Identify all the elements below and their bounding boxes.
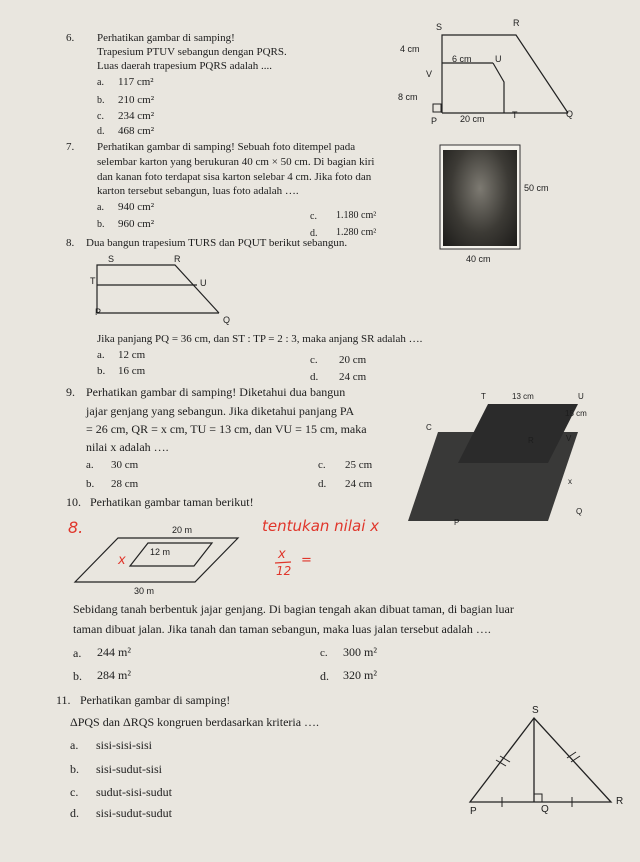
q6-option-c[interactable]: 234 cm² xyxy=(118,110,154,122)
q9-option-c[interactable]: 25 cm xyxy=(345,459,373,471)
q8-number: 8. xyxy=(66,237,75,249)
q9-option-a[interactable]: 30 cm xyxy=(111,459,139,471)
q6-label-T: T xyxy=(512,110,518,120)
q10-handwritten-mark: 8. xyxy=(68,518,84,537)
q9-option-d[interactable]: 24 cm xyxy=(345,478,373,490)
q11-option-a-letter: a. xyxy=(70,738,79,752)
q10-handwritten-fraction-numerator: x xyxy=(278,547,286,562)
q10-label-30m: 30 m xyxy=(134,586,155,596)
q9-option-b[interactable]: 28 cm xyxy=(111,478,139,490)
q6-label-S: S xyxy=(436,22,443,32)
q10-number: 10. xyxy=(66,495,81,509)
q6-label-4cm: 4 cm xyxy=(400,44,420,54)
q6-label-Q: Q xyxy=(566,109,574,119)
q6-line3: Luas daerah trapesium PQRS adalah .... xyxy=(97,60,273,72)
q7-option-a-letter: a. xyxy=(97,202,104,213)
q11-option-b-letter: b. xyxy=(70,762,79,776)
q6-option-d-letter: d. xyxy=(97,126,105,137)
q9-label-x: x xyxy=(568,477,572,486)
q10-option-c[interactable]: 300 m² xyxy=(343,645,377,659)
q8-label-U: U xyxy=(200,278,207,288)
q8-option-c-letter: c. xyxy=(310,354,318,366)
q6-line2: Trapesium PTUV sebangun dengan PQRS. xyxy=(97,46,287,58)
q10-option-a[interactable]: 244 m² xyxy=(97,645,131,659)
q10-option-d[interactable]: 320 m² xyxy=(343,668,377,682)
q10-option-b-letter: b. xyxy=(73,669,82,683)
q6-option-b-letter: b. xyxy=(97,95,105,106)
q6-label-8cm: 8 cm xyxy=(398,92,418,102)
q10-handwritten-fraction-denominator: 12 xyxy=(276,564,292,578)
q10-option-d-letter: d. xyxy=(320,669,329,683)
q11-label-Q: Q xyxy=(541,804,549,815)
q9-label-V: V xyxy=(566,434,572,443)
q8-option-a[interactable]: 12 cm xyxy=(118,349,146,361)
q9-label-13cm: 13 cm xyxy=(512,392,534,401)
q7-option-b[interactable]: 960 cm² xyxy=(118,218,154,230)
q6-label-U: U xyxy=(495,54,502,64)
q11-option-d-letter: d. xyxy=(70,806,79,820)
q7-option-c[interactable]: 1.180 cm² xyxy=(336,210,377,221)
q11-option-b[interactable]: sisi-sudut-sisi xyxy=(96,762,163,776)
q9-line2: jajar genjang yang sebangun. Jika diketahui panjang PA xyxy=(86,404,355,418)
q11-line2: ΔPQS dan ΔRQS kongruen berdasarkan kriteria …. xyxy=(70,715,320,729)
q6-option-d[interactable]: 468 cm² xyxy=(118,125,154,137)
q9-label-P: P xyxy=(454,518,460,527)
q9-label-R: R xyxy=(528,436,534,445)
q9-label-U: U xyxy=(578,392,584,401)
q6-label-6cm: 6 cm xyxy=(452,54,472,64)
q9-label-Q: Q xyxy=(576,507,583,516)
q10-option-b[interactable]: 284 m² xyxy=(97,668,131,682)
q6-option-b[interactable]: 210 cm² xyxy=(118,94,154,106)
q7-option-b-letter: b. xyxy=(97,219,105,230)
q7-line4: karton tersebut sebangun, luas foto adalah …. xyxy=(97,185,299,197)
q9-option-c-letter: c. xyxy=(318,459,326,471)
q9-line3: = 26 cm, QR = x cm, TU = 13 cm, dan VU = 15 cm, maka xyxy=(86,422,367,436)
q10-stem: Perhatikan gambar taman berikut! xyxy=(90,495,254,509)
q8-label-T: T xyxy=(90,276,96,286)
q9-label-C: C xyxy=(426,423,432,432)
q8-label-Q: Q xyxy=(223,315,231,325)
q8-label-R: R xyxy=(174,254,181,264)
q6-stem: Perhatikan gambar di samping! xyxy=(97,32,235,44)
q11-option-c[interactable]: sudut-sisi-sudut xyxy=(96,785,173,799)
q11-label-S: S xyxy=(532,705,539,716)
q8-option-d-letter: d. xyxy=(310,371,319,383)
q9-option-b-letter: b. xyxy=(86,478,95,490)
q10-line2: taman dibuat jalan. Jika tanah dan taman sebangun, maka luas jalan tersebut adalah …. xyxy=(73,622,491,636)
q11-stem: Perhatikan gambar di samping! xyxy=(80,693,231,707)
q8-option-b[interactable]: 16 cm xyxy=(118,365,146,377)
q11-option-a[interactable]: sisi-sisi-sisi xyxy=(96,738,153,752)
q7-option-c-letter: c. xyxy=(310,211,317,222)
q11-option-c-letter: c. xyxy=(70,785,79,799)
q7-line3: dan kanan foto terdapat sisa karton selebar 4 cm. Jika foto dan xyxy=(97,171,372,183)
q10-label-20m: 20 m xyxy=(172,525,193,535)
q6-option-a-letter: a. xyxy=(97,77,104,88)
q7-option-a[interactable]: 940 cm² xyxy=(118,201,154,213)
q7-line1: Perhatikan gambar di samping! Sebuah foto ditempel pada xyxy=(97,141,356,153)
q10-line1: Sebidang tanah berbentuk jajar genjang. Di bagian tengah akan dibuat taman, di bagian luar xyxy=(73,602,514,616)
q6-label-20cm: 20 cm xyxy=(460,114,485,124)
q8-line1: Dua bangun trapesium TURS dan PQUT berikut sebangun. xyxy=(86,237,348,249)
q9-line4: nilai x adalah …. xyxy=(86,440,169,454)
q7-option-d-letter: d. xyxy=(310,228,318,239)
q6-label-V: V xyxy=(426,69,433,79)
q9-label-15cm: 15 cm xyxy=(565,409,587,418)
q6-label-P: P xyxy=(431,116,438,126)
q9-number: 9. xyxy=(66,385,75,399)
q9-label-T: T xyxy=(481,392,486,401)
q10-handwritten-equals: = xyxy=(301,553,312,568)
q8-label-S: S xyxy=(108,254,115,264)
q6-number: 6. xyxy=(66,32,75,44)
q10-handwritten-x: x xyxy=(118,553,126,568)
q8-option-d[interactable]: 24 cm xyxy=(339,371,367,383)
q11-label-P: P xyxy=(470,806,477,817)
q8-line2: Jika panjang PQ = 36 cm, dan ST : TP = 2 : 3, maka anjang SR adalah …. xyxy=(97,333,423,345)
q7-label-40cm: 40 cm xyxy=(466,254,491,264)
q9-line1: Perhatikan gambar di samping! Diketahui dua bangun xyxy=(86,385,346,399)
q7-option-d[interactable]: 1.280 cm² xyxy=(336,227,377,238)
q10-label-12m: 12 m xyxy=(150,547,171,557)
q10-option-c-letter: c. xyxy=(320,647,328,659)
q8-option-a-letter: a. xyxy=(97,349,105,361)
q6-label-R: R xyxy=(513,18,520,28)
q11-number: 11. xyxy=(56,693,71,707)
q8-option-b-letter: b. xyxy=(97,365,106,377)
q8-label-P: P xyxy=(95,307,102,317)
q9-option-d-letter: d. xyxy=(318,478,327,490)
q10-option-a-letter: a. xyxy=(73,646,82,660)
q6-option-c-letter: c. xyxy=(97,111,104,122)
q11-option-d[interactable]: sisi-sudut-sudut xyxy=(96,806,173,820)
q7-number: 7. xyxy=(66,141,75,153)
q7-line2: selembar karton yang berukuran 40 cm × 50 cm. Di bagian kiri xyxy=(97,156,375,168)
q11-label-R: R xyxy=(616,796,624,807)
q7-label-50cm: 50 cm xyxy=(524,183,549,193)
q10-handwritten-note: tentukan nilai x xyxy=(262,517,380,535)
q8-option-c[interactable]: 20 cm xyxy=(339,354,367,366)
q6-option-a[interactable]: 117 cm² xyxy=(118,76,154,88)
q9-option-a-letter: a. xyxy=(86,459,94,471)
